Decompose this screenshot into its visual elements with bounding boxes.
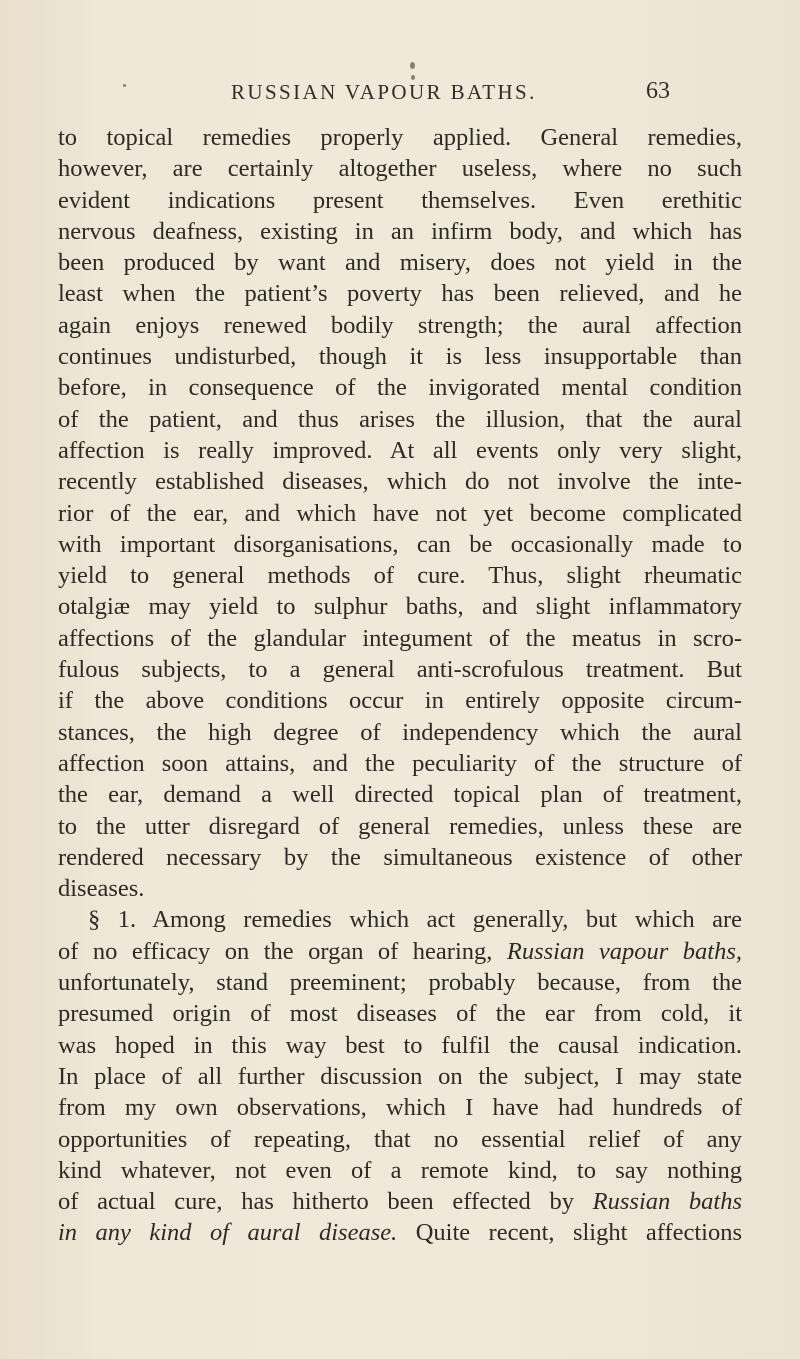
text-line: evident indications present themselves. Even erethitic <box>58 186 742 214</box>
text-line: yield to general methods of cure. Thus, slight rheumatic <box>58 562 742 590</box>
text-line: opportunities of repeating, that no essential relief of any <box>58 1125 742 1153</box>
text-line: kind whatever, not even of a remote kind, to say nothing <box>58 1156 742 1184</box>
text-line <box>58 936 742 967</box>
text-line: if the above conditions occur in entirely opposite circum- <box>58 687 742 715</box>
text-line: affection is really improved. At all events only very slight, <box>58 436 742 464</box>
ink-speck <box>410 62 415 69</box>
running-head <box>0 80 800 110</box>
text-line: stances, the high degree of independency which the aural <box>58 718 742 746</box>
text-line: In place of all further discussion on the subject, I may state <box>58 1062 742 1090</box>
text-line: recently established diseases, which do not involve the inte- <box>58 468 742 496</box>
text-line: otalgiæ may yield to sulphur baths, and slight inflammatory <box>58 593 742 621</box>
text-line: was hoped in this way best to fulfil the causal indication. <box>58 1031 742 1059</box>
text-line: least when the patient’s poverty has been relieved, and he <box>58 280 742 308</box>
text-segment: of no efficacy on the organ of hearing, <box>58 937 493 965</box>
text-line <box>58 1217 742 1248</box>
text-line <box>58 1186 742 1217</box>
text-line: from my own observations, which I have had hundreds of <box>58 1094 742 1122</box>
text-line: unfortunately, stand preeminent; probably because, from the <box>58 969 742 997</box>
text-line: to the utter disregard of general remedies, unless these are <box>58 812 742 840</box>
text-segment: Quite recent, slight affections <box>415 1219 743 1247</box>
section-heading-line: § 1. Among remedies which act generally, but which are <box>88 906 742 934</box>
text-line: affection soon attains, and the peculiarity of the structure of <box>58 749 742 777</box>
italic-term: Russian baths <box>592 1188 743 1216</box>
italic-phrase: in any kind of aural disease. <box>58 1219 398 1247</box>
text-line: rior of the ear, and which have not yet become complicated <box>58 499 742 527</box>
text-line: before, in consequence of the invigorated mental condition <box>58 374 742 402</box>
text-line: been produced by want and misery, does not yield in the <box>58 249 742 277</box>
text-line: fulous subjects, to a general anti-scrofulous treatment. But <box>58 656 742 684</box>
page-number: 63 <box>646 78 670 104</box>
body-text <box>58 122 742 1249</box>
text-line: again enjoys renewed bodily strength; the aural affection <box>58 311 742 339</box>
text-line: nervous deafness, existing in an infirm body, and which has <box>58 217 742 245</box>
text-line: continues undisturbed, though it is less insupportable than <box>58 343 742 371</box>
text-line: affections of the glandular integument of the meatus in scro- <box>58 624 742 652</box>
text-line: with important disorganisations, can be occasionally made to <box>58 530 742 558</box>
text-line: of the patient, and thus arises the illusion, that the aural <box>58 405 742 433</box>
text-line: the ear, demand a well directed topical plan of treatment, <box>58 781 742 809</box>
italic-term: Russian vapour baths, <box>506 937 743 965</box>
text-line: diseases. <box>58 875 145 903</box>
text-line: however, are certainly altogether useless, where no such <box>58 155 742 183</box>
text-line: to topical remedies properly applied. General remedies, <box>58 124 742 151</box>
text-line: presumed origin of most diseases of the ear from cold, it <box>58 1000 742 1028</box>
text-line: rendered necessary by the simultaneous existence of other <box>58 843 742 871</box>
running-title: RUSSIAN VAPOUR BATHS. <box>231 80 537 104</box>
text-segment: of actual cure, has hitherto been effected by <box>58 1188 574 1216</box>
